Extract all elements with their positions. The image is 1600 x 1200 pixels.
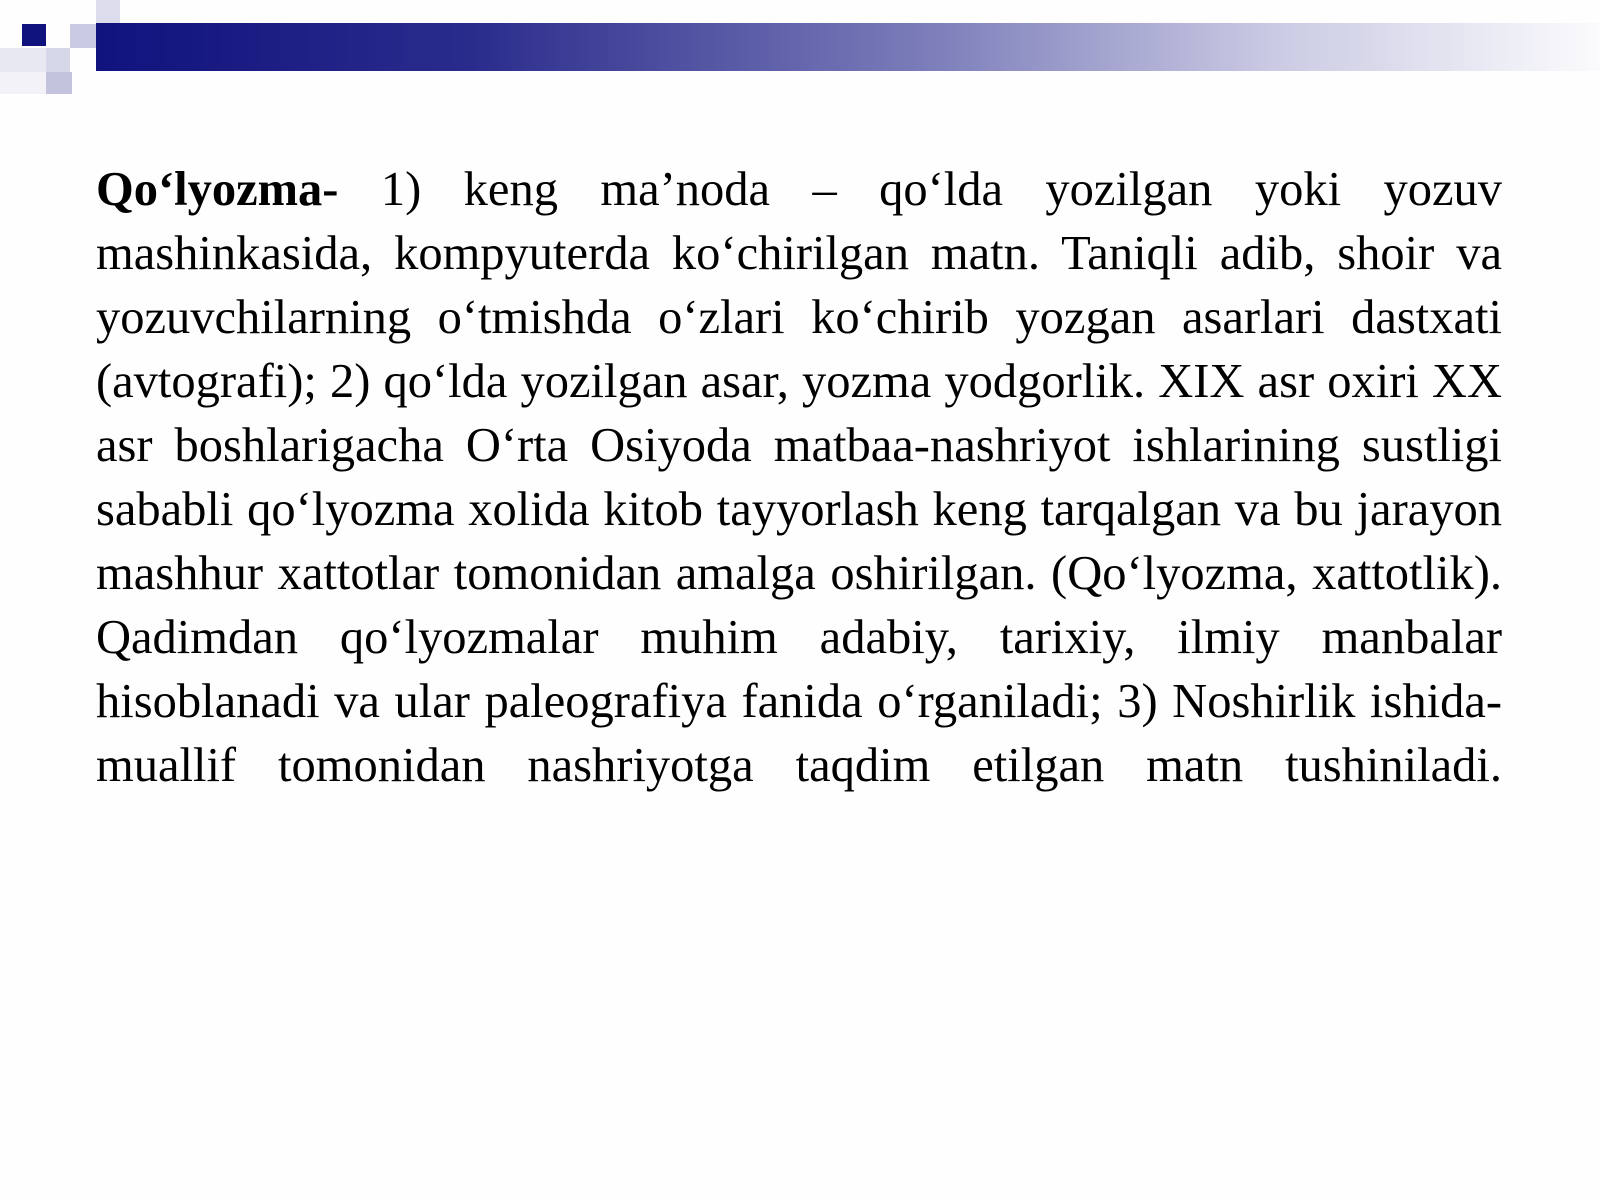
definition-paragraph bbox=[96, 158, 1502, 798]
decorative-square bbox=[70, 24, 96, 48]
definition-term: Qo‘lyozma- bbox=[96, 163, 339, 216]
definition-body: 1) keng ma’noda – qo‘lda yozilgan yoki yozuv mashinkasida, kompyuterda ko‘chirilgan matn. Taniqli adib, shoir va yozuvchilarning o‘tmishda o‘zlari ko‘chirib yozgan asarlari dastxati (avtografi); 2) qo‘lda yozilgan asar, yozma yodgorlik. XIX asr oxiri XX asr boshlarigacha O‘rta Osiyoda matbaa-nashriyot ishlarining sustligi sababli qo‘lyozma xolida kitob tayyorlash keng tarqalgan va bu jarayon mashhur xattotlar tomonidan amalga oshirilgan. (Qo‘lyozma, xattotlik). Qadimdan qo‘lyozmalar muhim adabiy, tarixiy, ilmiy manbalar hisoblanadi va ular paleografiya fanida o‘rganiladi; 3) Noshirlik ishida- muallif tomonidan nashriyotga taqdim etilgan matn tushiniladi. bbox=[96, 163, 1502, 792]
decorative-square bbox=[46, 48, 70, 72]
header-gradient-band bbox=[96, 23, 1600, 71]
decorative-square bbox=[0, 48, 46, 72]
decorative-square bbox=[96, 0, 120, 24]
decorative-square-accent bbox=[22, 24, 46, 46]
decorative-square bbox=[46, 72, 72, 94]
decorative-square bbox=[0, 72, 46, 94]
